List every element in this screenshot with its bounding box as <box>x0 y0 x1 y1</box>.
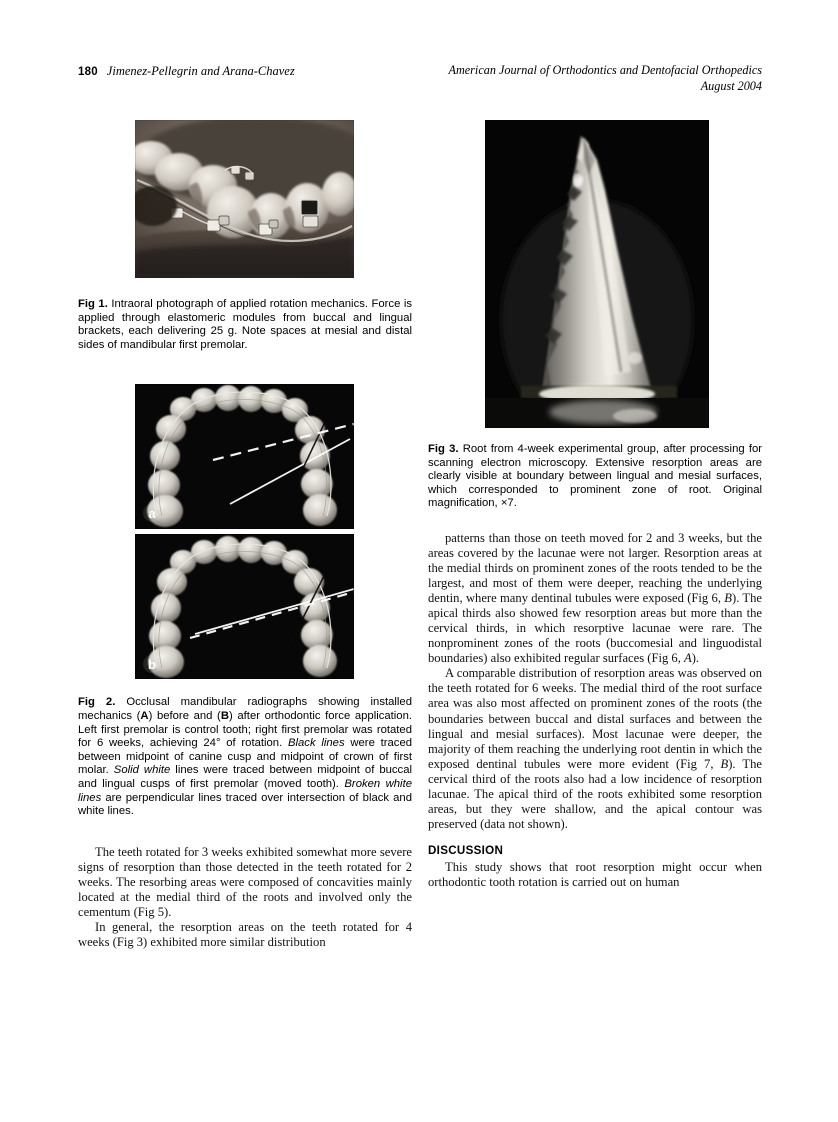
panel-b-label: b <box>148 657 156 673</box>
right-p2-seg-0: A comparable distribution of resorption areas was observed on the teeth rotated for 6 weeks. The medial third of the root surface area was also most affected on prominent zones of the roots (the boundaries between buccal and distal surfaces and between the lingual and mesial surfaces). Most lacunae were deeper, the majority of them reaching the underlying root dentin in which the exposed dentinal tubules were more evident (Fig 7, <box>428 666 762 771</box>
running-head-left <box>78 62 295 80</box>
figure-3-caption-text: Root from 4-week experimental group, after processing for scanning electron microscopy. Extensive resorption areas are clearly visible at boundary between lingual and mesial surfaces, which corresponded to prominent zone of root. Original magnification, ×7. <box>428 443 762 510</box>
figure-3-caption <box>428 443 762 511</box>
running-head <box>78 62 762 98</box>
figure-2-label: Fig 2. <box>78 696 116 709</box>
right-p1-seg-4: ). <box>691 651 700 666</box>
panel-a-label: a <box>148 506 156 522</box>
figure-2-caption-seg-4: ) after orthodontic force application. Left first premolar is control tooth; right first premolar was rotated for 6 weeks, achieving 24° of rotation. <box>78 709 412 750</box>
figure-3-label: Fig 3. <box>428 443 459 455</box>
figure-2-image-wrap <box>78 384 412 679</box>
left-column <box>78 120 412 950</box>
figure-1-image-wrap <box>78 120 412 278</box>
right-p1-seg-2: ). The apical thirds also showed few resorption areas but more than the cervical thirds, in which resorptive lacunae were rare. The nonprominent zones of the roots (buccomesial and linguodistal boundaries) also exhibited regular surfaces (Fig 6, <box>428 591 763 666</box>
discussion-heading: DISCUSSION <box>428 843 504 857</box>
issue-date: August 2004 <box>700 79 762 93</box>
spacer <box>78 352 412 384</box>
figure-2-caption-seg-6: were traced between midpoint of canine cusp and midpoint of crown of first molar. <box>78 737 413 777</box>
figure-1-caption-text: Intraoral photograph of applied rotation mechanics. Force is applied through elastomeric modules from buccal and lingual brackets, each delivering 25 g. Note spaces at mesial and distal sides of mandibular first premolar. <box>78 298 413 351</box>
figure-2-caption-seg-7: Solid white <box>113 764 171 777</box>
figure-2-caption-seg-1: A <box>140 709 149 722</box>
figure-1 <box>78 120 412 352</box>
spacer <box>78 819 412 845</box>
page-number: 180 <box>78 66 98 78</box>
figure-2-caption-seg-10: are perpendicular lines traced over intersection of black and white lines. <box>78 791 412 818</box>
right-p1-seg-0: patterns than those on teeth moved for 2 and 3 weeks, but the areas covered by the lacunae were not larger. Resorption areas at the medial thirds on prominent zones of the roots tended to be the largest, and most of them were deeper, reaching the underlying dentin, where many dentinal tubules were exposed (Fig 6, <box>428 530 762 606</box>
left-paragraph-2: In general, the resorption areas on the teeth rotated for 4 weeks (Fig 3) exhibited more similar distribution <box>78 919 412 949</box>
figure-2-caption-seg-0: Occlusal mandibular radiographs showing installed mechanics ( <box>78 696 413 722</box>
journal-title: American Journal of Orthodontics and Dentofacial Orthopedics <box>448 63 762 77</box>
left-paragraph-1: The teeth rotated for 3 weeks exhibited somewhat more severe signs of resorption than those detected in the teeth rotated for 2 weeks. The resorbing areas were composed of concavities mainly located at the medial third of the roots and involved only the cementum (Fig 5). <box>78 844 412 919</box>
figure-2-caption-seg-8: lines were traced between midpoint of buccal and lingual cusps of first premolar (moved tooth). <box>78 764 412 790</box>
discussion-paragraph-1: This study shows that root resorption might occur when orthodontic tooth rotation is carried out on human <box>428 859 762 889</box>
spacer <box>428 511 762 531</box>
right-paragraph-1 <box>428 531 762 666</box>
right-p1-seg-1: B <box>724 591 732 606</box>
radiograph-panel-b-image <box>135 534 354 679</box>
running-head-right <box>449 62 762 94</box>
figure-2-caption-seg-2: ) before and ( <box>148 709 221 722</box>
figure-2 <box>78 384 412 818</box>
figure-3-image-wrap <box>428 120 762 428</box>
right-paragraph-2 <box>428 666 762 832</box>
right-p1-seg-3: A <box>684 651 692 666</box>
right-p2-seg-2: ). The cervical third of the roots also had a low incidence of resorption lacunae. The apical third of the roots exhibited some resorption areas, but they were shallow, and the apical contour was preserved (data not shown). <box>428 756 762 831</box>
figure-3 <box>428 120 762 511</box>
figure-1-label: Fig 1. <box>78 298 108 310</box>
right-p2-seg-1: B <box>720 756 729 771</box>
figure-2-caption-seg-5: Black lines <box>287 737 345 750</box>
running-head-authors: Jimenez-Pellegrin and Arana-Chavez <box>106 64 295 78</box>
figure-2-caption-seg-9: Broken white lines <box>78 777 412 804</box>
sem-root-image <box>485 120 709 428</box>
figure-2-caption <box>78 696 412 818</box>
right-column <box>428 120 762 890</box>
figure-1-caption <box>78 298 412 352</box>
intraoral-photograph-image <box>135 120 354 278</box>
radiograph-panel-a-image <box>135 384 354 529</box>
figure-2-caption-seg-3: B <box>220 709 229 722</box>
